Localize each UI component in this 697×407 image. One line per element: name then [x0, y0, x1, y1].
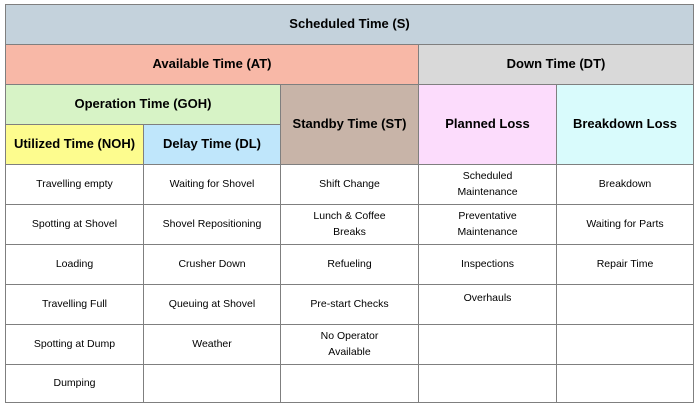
planned-item: Overhauls	[463, 292, 512, 304]
utilized-item: Dumping	[53, 376, 96, 389]
delay-item: Weather	[192, 337, 232, 350]
scheduled-time-label: Scheduled Time (S)	[289, 16, 410, 32]
breakdown-cell-3	[556, 244, 694, 285]
planned-cell-5	[418, 324, 557, 365]
standby-item: Shift Change	[319, 177, 380, 190]
delay-cell-3	[143, 244, 281, 285]
planned-cell-3	[418, 244, 557, 285]
down-time-header	[418, 44, 694, 85]
planned-cell-2	[418, 204, 557, 245]
standby-time-label: Standby Time (ST)	[292, 116, 407, 132]
standby-cell-4	[280, 284, 419, 325]
utilized-item: Spotting at Dump	[33, 337, 116, 350]
utilized-cell-2	[5, 204, 144, 245]
delay-cell-6	[143, 364, 281, 403]
delay-cell-5	[143, 324, 281, 365]
delay-time-header	[143, 124, 281, 165]
delay-item: Queuing at Shovel	[168, 297, 256, 310]
breakdown-cell-2	[556, 204, 694, 245]
operation-time-label: Operation Time (GOH)	[74, 96, 212, 112]
planned-item: Inspections	[460, 257, 515, 270]
utilized-cell-1	[5, 164, 144, 205]
utilized-item: Travelling Full	[42, 297, 107, 310]
breakdown-item: Repair Time	[596, 257, 654, 270]
standby-item: No Operator Available	[320, 330, 379, 358]
breakdown-cell-5	[556, 324, 694, 365]
utilized-time-header	[5, 124, 144, 165]
utilized-item: Travelling empty	[36, 177, 113, 190]
standby-cell-2	[280, 204, 419, 245]
breakdown-cell-1	[556, 164, 694, 205]
delay-item: Crusher Down	[178, 257, 246, 270]
utilized-cell-4	[5, 284, 144, 325]
breakdown-loss-header	[556, 84, 694, 165]
standby-time-header	[280, 84, 419, 165]
standby-cell-1	[280, 164, 419, 205]
planned-cell-4	[418, 284, 557, 325]
utilized-cell-5	[5, 324, 144, 365]
delay-cell-2	[143, 204, 281, 245]
utilized-time-label: Utilized Time (NOH)	[13, 136, 136, 152]
utilized-cell-3	[5, 244, 144, 285]
available-time-label: Available Time (AT)	[152, 56, 272, 72]
delay-item: Waiting for Shovel	[169, 177, 255, 190]
breakdown-cell-6	[556, 364, 694, 403]
standby-item: Refueling	[327, 257, 372, 270]
planned-item: Scheduled Maintenance	[457, 170, 518, 198]
utilized-item: Spotting at Shovel	[31, 217, 118, 230]
delay-cell-1	[143, 164, 281, 205]
planned-cell-1	[418, 164, 557, 205]
breakdown-item: Waiting for Parts	[586, 217, 664, 230]
operation-time-header	[5, 84, 281, 125]
standby-cell-6	[280, 364, 419, 403]
planned-loss-header	[418, 84, 557, 165]
standby-item: Lunch & Coffee Breaks	[313, 210, 386, 238]
standby-cell-5	[280, 324, 419, 365]
delay-cell-4	[143, 284, 281, 325]
breakdown-loss-label: Breakdown Loss	[572, 116, 678, 132]
delay-item: Shovel Repositioning	[162, 217, 262, 230]
planned-cell-6	[418, 364, 557, 403]
down-time-label: Down Time (DT)	[506, 56, 606, 72]
breakdown-item: Breakdown	[598, 177, 652, 190]
planned-loss-label: Planned Loss	[445, 116, 530, 132]
scheduled-time-header	[5, 4, 694, 45]
planned-item: Preventative Maintenance	[457, 210, 518, 238]
standby-item: Pre-start Checks	[310, 297, 389, 310]
breakdown-cell-4	[556, 284, 694, 325]
standby-cell-3	[280, 244, 419, 285]
available-time-header	[5, 44, 419, 85]
utilized-cell-6	[5, 364, 144, 403]
delay-time-label: Delay Time (DL)	[162, 136, 261, 152]
utilized-item: Loading	[55, 257, 94, 270]
